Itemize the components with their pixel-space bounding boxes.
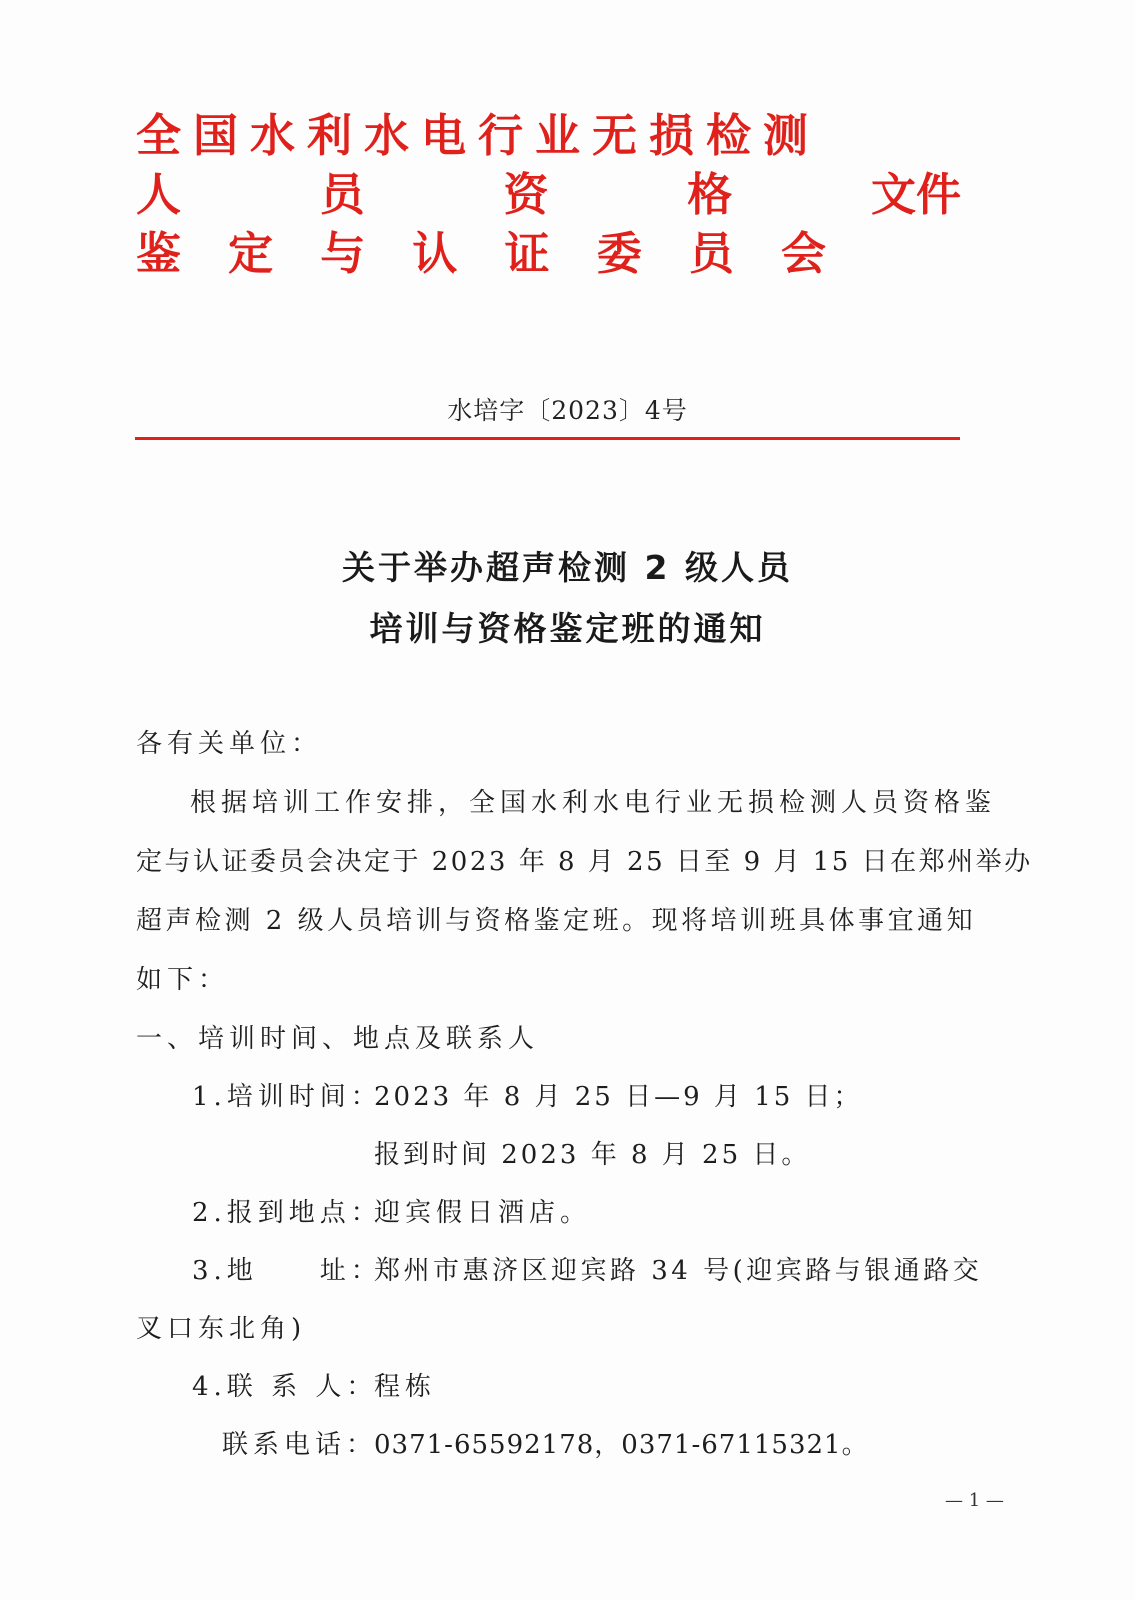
item-label: 1.培训时间： xyxy=(192,1082,382,1112)
header-char: 证 xyxy=(504,227,550,280)
header-char: 认 xyxy=(412,227,458,280)
item-value: 迎宾假日酒店。 xyxy=(374,1198,592,1228)
item-value: 郑州市惠济区迎宾路 34 号(迎宾路与银通路交 xyxy=(374,1256,983,1286)
item-label: 4.联 系 人： xyxy=(192,1372,378,1402)
item-value-continued: 叉口东北角) xyxy=(136,1314,307,1344)
document-number: 水培字〔2023〕4号 xyxy=(447,396,688,425)
section-heading: 一、培训时间、地点及联系人 xyxy=(136,1024,540,1054)
header-char: 定 xyxy=(228,227,274,280)
notice-title-line-2: 培训与资格鉴定班的通知 xyxy=(369,609,766,648)
header-org-line-1: 全国水利水电行业无损检测 xyxy=(136,109,821,162)
page-number: — 1 — xyxy=(945,1490,1004,1511)
header-org-line-3 xyxy=(136,227,826,280)
red-divider-line xyxy=(135,437,960,440)
header-char: 会 xyxy=(780,227,826,280)
item-value: 程栋 xyxy=(374,1372,437,1402)
item-value: 2023 年 8 月 25 日—9 月 15 日； xyxy=(374,1082,863,1112)
paragraph-line: 如下： xyxy=(136,965,230,995)
salutation: 各有关单位： xyxy=(136,729,323,759)
header-char: 与 xyxy=(320,227,366,280)
paragraph-line: 根据培训工作安排，全国水利水电行业无损检测人员资格鉴 xyxy=(190,788,997,818)
item-label: 2.报到地点： xyxy=(192,1198,382,1228)
header-char: 鉴 xyxy=(136,227,182,280)
header-char: 员 xyxy=(319,168,365,221)
header-char: 文件 xyxy=(870,168,961,221)
header-char: 格 xyxy=(687,168,733,221)
header-char: 人 xyxy=(136,168,182,221)
phone-label: 联系电话： xyxy=(222,1430,378,1460)
paragraph-line: 定与认证委员会决定于 2023 年 8 月 25 日至 9 月 15 日在郑州举办 xyxy=(136,847,1033,877)
header-org-line-2 xyxy=(136,168,961,221)
header-char: 委 xyxy=(596,227,642,280)
item-label: 3.地 址： xyxy=(192,1256,382,1286)
phone-value: 0371-65592178，0371-67115321。 xyxy=(374,1430,869,1460)
notice-title-line-1: 关于举办超声检测 2 级人员 xyxy=(342,548,793,587)
item-value: 报到时间 2023 年 8 月 25 日。 xyxy=(374,1140,811,1170)
header-char: 资 xyxy=(503,168,549,221)
paragraph-line: 超声检测 2 级人员培训与资格鉴定班。现将培训班具体事宜通知 xyxy=(136,906,977,936)
header-char: 员 xyxy=(688,227,734,280)
